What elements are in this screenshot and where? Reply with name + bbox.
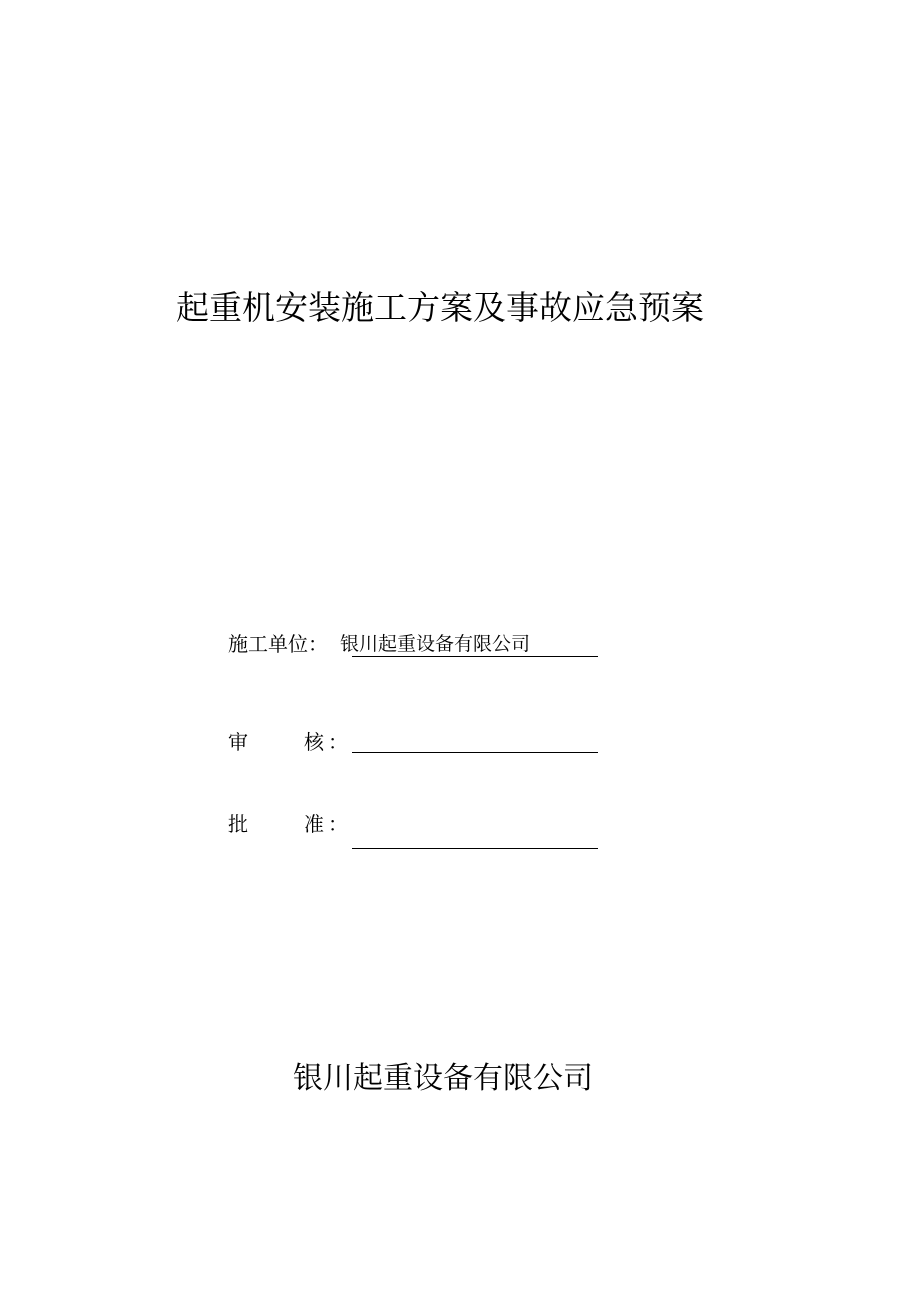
review-field	[228, 728, 608, 768]
review-label-char1: 审	[228, 730, 248, 754]
document-title: 起重机安装施工方案及事故应急预案	[176, 288, 704, 327]
construction-unit-underline	[352, 656, 598, 657]
approve-field	[228, 810, 608, 850]
approve-label-char2: 准	[304, 812, 324, 836]
approve-label-colon: ：	[328, 812, 348, 836]
construction-unit-label: 施工单位：	[228, 632, 328, 656]
review-label-colon: ：	[328, 730, 348, 754]
construction-unit-field	[228, 630, 608, 670]
review-underline[interactable]	[352, 752, 598, 753]
approve-label-char1: 批	[228, 812, 248, 836]
review-label-char2: 核	[304, 730, 324, 754]
footer-company-name: 银川起重设备有限公司	[293, 1061, 593, 1096]
approve-underline[interactable]	[352, 848, 598, 849]
construction-unit-value: 银川起重设备有限公司	[340, 633, 531, 655]
